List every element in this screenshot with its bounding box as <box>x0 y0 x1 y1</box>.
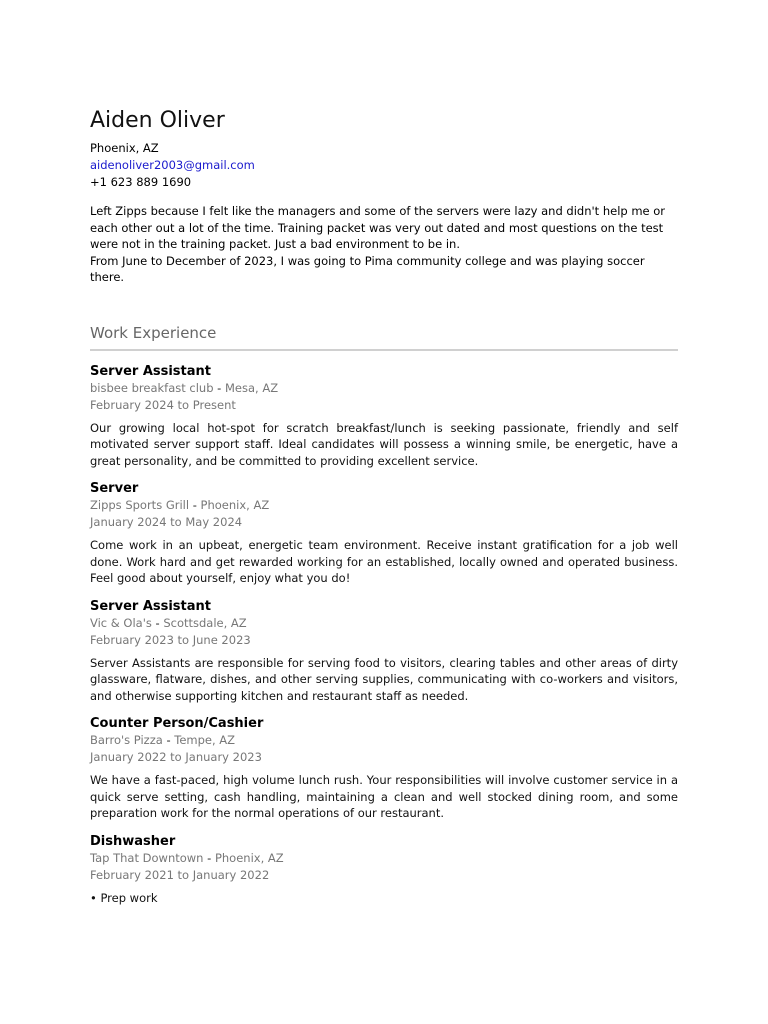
meta-separator: - <box>217 380 222 395</box>
job-company: Vic & Ola's <box>90 615 152 630</box>
job-title: Server Assistant <box>90 363 212 379</box>
job-company: Barro's Pizza <box>90 733 163 748</box>
job-dates: February 2024 to Present <box>90 397 236 412</box>
job-dates: January 2022 to January 2023 <box>90 750 262 765</box>
job-entry <box>90 715 678 822</box>
job-title: Server <box>90 481 139 497</box>
job-company: Zipps Sports Grill <box>90 498 190 513</box>
resume-content <box>90 106 678 906</box>
job-description: Come work in an upbeat, energetic team environment. Receive instant gratification for a job well done. Work hard and get rewarded working for an established, locally owned and operated business. Feel good about yourself, enjoy what you do! <box>90 538 678 586</box>
job-dates: January 2024 to May 2024 <box>90 515 243 530</box>
job-title: Server Assistant <box>90 598 212 614</box>
job-dates: February 2021 to January 2022 <box>90 867 270 882</box>
meta-separator: - <box>192 498 197 513</box>
job-description: We have a fast-paced, high volume lunch rush. Your responsibilities will involve customer service in a quick serve setting, cash handling, maintaining a clean and well stocked dining room, and some preparation work for the normal operations of our restaurant. <box>90 773 678 821</box>
job-location: Phoenix, AZ <box>214 850 284 865</box>
job-location: Scottsdale, AZ <box>163 615 247 630</box>
meta-separator: - <box>155 615 160 630</box>
job-company-location <box>90 732 678 749</box>
email-row <box>90 157 678 174</box>
job-description: Server Assistants are responsible for serving food to visitors, clearing tables and other areas of dirty glassware, flatware, dishes, and other serving supplies, communicating with co-workers and visitors, and otherwise supporting kitchen and restaurant staff as needed. <box>90 655 678 703</box>
job-entry <box>90 598 678 705</box>
meta-separator: - <box>207 850 212 865</box>
location: Phoenix, AZ <box>90 141 159 155</box>
summary-paragraph: From June to December of 2023, I was going to Pima community college and was playing soccer there. <box>90 253 645 284</box>
job-entry <box>90 480 678 587</box>
job-company-location <box>90 850 678 867</box>
job-dates: February 2023 to June 2023 <box>90 632 251 647</box>
job-company-location <box>90 497 678 514</box>
job-entry <box>90 833 678 907</box>
email-link[interactable]: aidenoliver2003@gmail.com <box>90 158 255 172</box>
job-entry <box>90 363 678 470</box>
job-list <box>90 363 678 907</box>
meta-separator: - <box>166 733 171 748</box>
job-company: Tap That Downtown <box>90 850 204 865</box>
job-description: • Prep work <box>90 890 158 905</box>
phone: +1 623 889 1690 <box>90 175 192 189</box>
job-location: Tempe, AZ <box>174 733 236 748</box>
job-company: bisbee breakfast club <box>90 380 214 395</box>
job-location: Phoenix, AZ <box>200 498 270 513</box>
job-company-location <box>90 380 678 397</box>
job-title: Dishwasher <box>90 833 176 849</box>
job-company-location <box>90 615 678 632</box>
summary <box>90 203 678 286</box>
summary-paragraph: Left Zipps because I felt like the managers and some of the servers were lazy and didn't help me or each other out a lot of the time. Training packet was very out dated and most questions on the test were not in the training packet. Just a bad environment to be in. <box>90 204 666 251</box>
job-description: Our growing local hot-spot for scratch breakfast/lunch is seeking passionate, friendly and self motivated server support staff. Ideal candidates will possess a winning smile, be energetic, have a great personality, and be committed to providing excellent service. <box>90 420 678 468</box>
job-location: Mesa, AZ <box>224 380 279 395</box>
candidate-name: Aiden Oliver <box>90 108 225 133</box>
work-experience-heading: Work Experience <box>90 323 678 351</box>
job-title: Counter Person/Cashier <box>90 716 264 732</box>
